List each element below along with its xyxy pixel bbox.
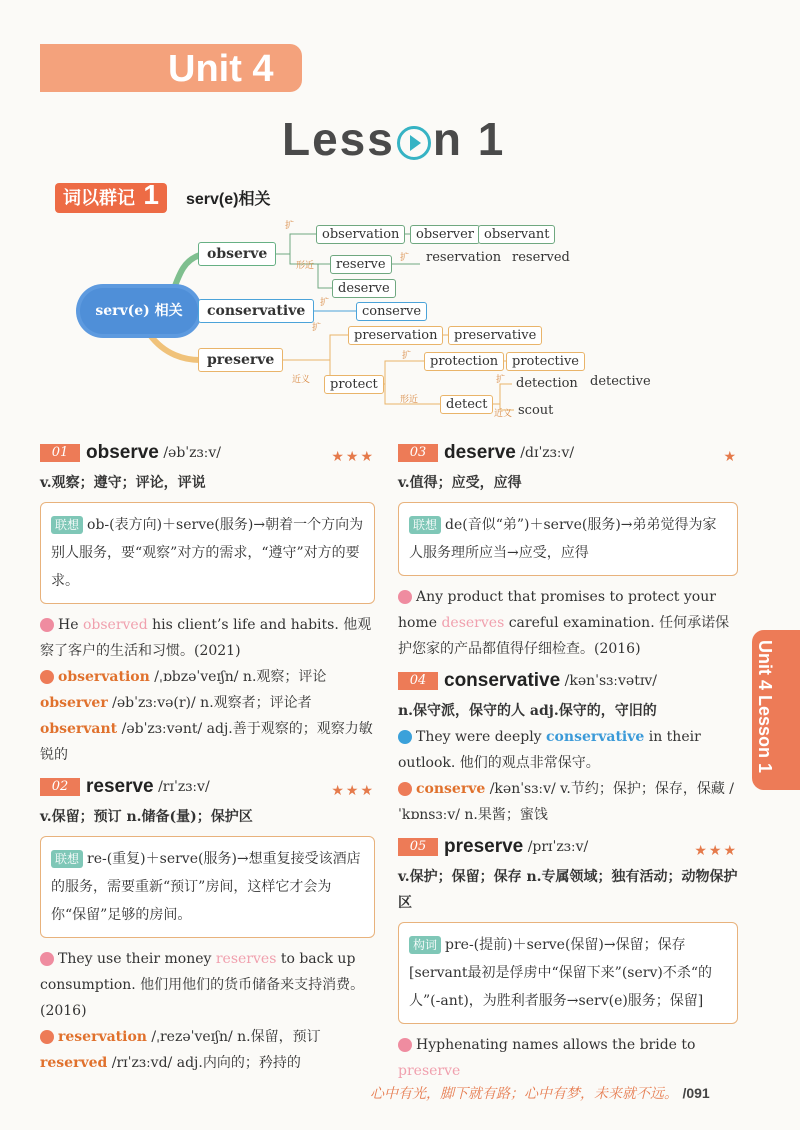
mindmap-node-detection: detection (516, 376, 578, 391)
footer-motto: 心中有光，脚下就有路；心中有梦，未来就不远。 (370, 1086, 678, 1102)
derivative-line (40, 716, 375, 768)
tag-jinyi: 近义 (292, 375, 311, 385)
derivative-icon (40, 670, 54, 684)
tag-kuo-reserve: 扩 (400, 253, 410, 263)
group-badge-label: 词以群记 (63, 188, 135, 208)
tag-xingjin: 形近 (296, 261, 315, 271)
mindmap-node-reservation: reservation (426, 250, 502, 265)
derivative-word: observer (40, 695, 108, 711)
tag-kuo-detection: 扩 (496, 375, 506, 385)
example-sentence (398, 1032, 738, 1084)
group-title: serv(e)相关 (186, 191, 271, 208)
example-text-b: his client’s life and habits. 他观察了客户的生活和习惯。(2021) (40, 617, 372, 659)
derivative-word: conserve (416, 781, 486, 797)
lesson-title-prefix: Less (282, 113, 395, 165)
mindmap-node-reserve: reserve (330, 255, 392, 274)
tag-jinyi-scout: 近义 (494, 409, 513, 419)
entry-word: conservative (444, 670, 561, 691)
memo-text: re-(重复)＋serve(服务)→想重复接受该酒店的服务，需要重新“预订”房间，这样它才会为你“保留”足够的房间。 (51, 851, 361, 923)
derivative-def: /əbˈzɜːvə(r)/ n.观察者；评论者 (112, 695, 312, 711)
entry-definition: v.观察；遵守；评论，评说 (40, 475, 206, 491)
mindmap-node-protective: protective (506, 352, 585, 371)
derivative-line (40, 1024, 375, 1050)
mindmap-node-protection: protection (424, 352, 504, 371)
footer (370, 1083, 710, 1103)
entry-definition: v.保留；预订 n.储备(量)；保护区 (40, 809, 253, 825)
entry-header (40, 440, 375, 470)
mindmap-node-preserve: preserve (198, 348, 283, 372)
example-highlight: observed (82, 617, 148, 633)
entry-phonetic: /prɪˈzɜːv/ (527, 839, 589, 855)
example-icon (398, 590, 412, 604)
memo-text: ob-(表方向)＋serve(服务)→朝着一个方向为别人服务，要“观察”对方的需求，“遵守”对方的要求。 (51, 517, 364, 589)
tag-kuo-protection: 扩 (402, 351, 412, 361)
memo-tag: 构词 (409, 936, 441, 954)
mindmap-center-cloud: serv(e) 相关 (80, 288, 198, 334)
derivative-line (40, 664, 375, 690)
example-text-b: careful examination. 任何承诺保护您家的产品都值得仔细检查。(2016) (398, 615, 730, 657)
frequency-stars: ★ (723, 449, 738, 465)
derivative-def: /ˌɒbzəˈveɪʃn/ n.观察；评论 (154, 669, 327, 685)
side-tab-label: Unit 4 Lesson 1 (755, 640, 775, 774)
entry-number: 01 (40, 444, 80, 462)
entry-number: 02 (40, 778, 80, 796)
frequency-stars: ★★★ (331, 449, 375, 465)
unit-label: Unit 4 (168, 48, 274, 90)
derivative-word: reserved (40, 1055, 108, 1071)
derivative-def: /əbˈzɜːvənt/ adj.善于观察的；观察力敏锐的 (40, 721, 373, 763)
entry-header (398, 668, 738, 698)
derivative-icon (40, 1030, 54, 1044)
mindmap-node-detective: detective (590, 374, 651, 389)
derivative-icon (398, 782, 412, 796)
mindmap-node-scout: scout (518, 403, 554, 418)
example-text-b: to back up consumption. 他们用他们的货币储备来支持消费。(2016) (40, 951, 365, 1019)
mindmap-node-detect: detect (440, 395, 493, 414)
derivative-word: observation (58, 669, 150, 685)
tag-xingjin-detect: 形近 (400, 395, 419, 405)
derivative-line (398, 776, 738, 828)
example-text-a: Hyphenating names allows the bride to (416, 1037, 696, 1053)
mindmap-node-preservative: preservative (448, 326, 542, 345)
example-icon (398, 730, 412, 744)
entry-number: 04 (398, 672, 438, 690)
derivative-def: /rɪˈzɜːvd/ adj.内向的；矜持的 (111, 1055, 301, 1071)
tag-kuo-conserve: 扩 (320, 298, 330, 308)
right-column (398, 440, 738, 1084)
example-icon (40, 952, 54, 966)
memo-box (398, 922, 738, 1024)
entry-header (40, 774, 375, 804)
memo-box (40, 502, 375, 604)
memo-tag: 联想 (51, 850, 83, 868)
mindmap-node-observe: observe (198, 242, 276, 266)
entry-phonetic: /əbˈzɜːv/ (163, 445, 221, 461)
memo-tag: 联想 (409, 516, 441, 534)
derivative-def: /kənˈsɜːv/ v.节约；保护；保存，保藏 /ˈkɒnsɜːv/ n.果酱；蜜饯 (398, 781, 735, 823)
mindmap-node-preservation: preservation (348, 326, 443, 345)
mindmap-node-protect: protect (324, 375, 384, 394)
mindmap-node-deserve: deserve (332, 279, 396, 298)
entry-definition: v.值得；应受，应得 (398, 475, 522, 491)
mindmap-node-reserved: reserved (512, 250, 570, 265)
memo-tag: 联想 (51, 516, 83, 534)
lesson-title-suffix: n 1 (432, 113, 506, 165)
example-sentence (40, 612, 375, 664)
example-sentence (40, 946, 375, 1024)
example-text-a: They use their money (58, 951, 212, 967)
example-icon (398, 1038, 412, 1052)
mindmap-node-conservative: conservative (198, 299, 314, 323)
memo-text: pre-(提前)＋serve(保留)→保留；保存[servant最初是俘虏中“保留下来”(serv)不杀“的人”(-ant)，为胜利者服务→serv(e)服务；保留] (409, 937, 712, 1009)
memo-text: de(音似“弟”)＋serve(服务)→弟弟觉得为家人服务理所应当→应受，应得 (409, 517, 717, 561)
example-text-a: He (58, 617, 79, 633)
example-text-a: They were deeply (416, 729, 542, 745)
mindmap-node-observant: observant (478, 225, 555, 244)
entry-definition: n.保守派，保守的人 adj.保守的，守旧的 (398, 703, 657, 719)
entry-number: 03 (398, 444, 438, 462)
example-icon (40, 618, 54, 632)
example-highlight: conservative (546, 729, 645, 745)
example-highlight: preserve (398, 1063, 461, 1079)
mindmap-node-observer: observer (410, 225, 480, 244)
example-text-b: in their outlook. 他们的观点非常保守。 (398, 729, 701, 771)
entry-header (398, 440, 738, 470)
derivative-word: observant (40, 721, 118, 737)
frequency-stars: ★★★ (694, 843, 738, 859)
entry-header (398, 834, 738, 864)
entry-phonetic: /dɪˈzɜːv/ (520, 445, 575, 461)
entry-word: deserve (444, 442, 516, 463)
entry-number: 05 (398, 838, 438, 856)
entry-phonetic: /rɪˈzɜːv/ (158, 779, 210, 795)
mindmap-node-conserve: conserve (356, 302, 427, 321)
page-number: /091 (682, 1085, 710, 1101)
derivative-def: /ˌrezəˈveɪʃn/ n.保留，预订 (151, 1029, 321, 1045)
tag-kuo-preservation: 扩 (312, 323, 322, 333)
derivative-line (40, 690, 375, 716)
example-text-a: Any product that promises to protect your home (398, 589, 716, 631)
memo-box (40, 836, 375, 938)
mindmap-connectors (0, 0, 800, 430)
entry-phonetic: /kənˈsɜːvətɪv/ (564, 673, 657, 689)
entry-word: preserve (444, 836, 524, 857)
entry-word: observe (86, 442, 159, 463)
example-highlight: reserves (215, 951, 277, 967)
frequency-stars: ★★★ (331, 783, 375, 799)
entry-definition: v.保护；保留；保存 n.专属领域；独有活动；动物保护区 (398, 869, 738, 911)
entry-word: reserve (86, 776, 154, 797)
example-sentence (398, 584, 738, 662)
example-highlight: deserves (441, 615, 505, 631)
memo-box (398, 502, 738, 576)
left-column (40, 440, 375, 1076)
derivative-line (40, 1050, 375, 1076)
group-badge-number: 1 (143, 179, 159, 210)
mindmap-node-observation: observation (316, 225, 405, 244)
example-sentence (398, 724, 738, 776)
tag-kuo: 扩 (285, 221, 295, 231)
derivative-word: reservation (58, 1029, 147, 1045)
